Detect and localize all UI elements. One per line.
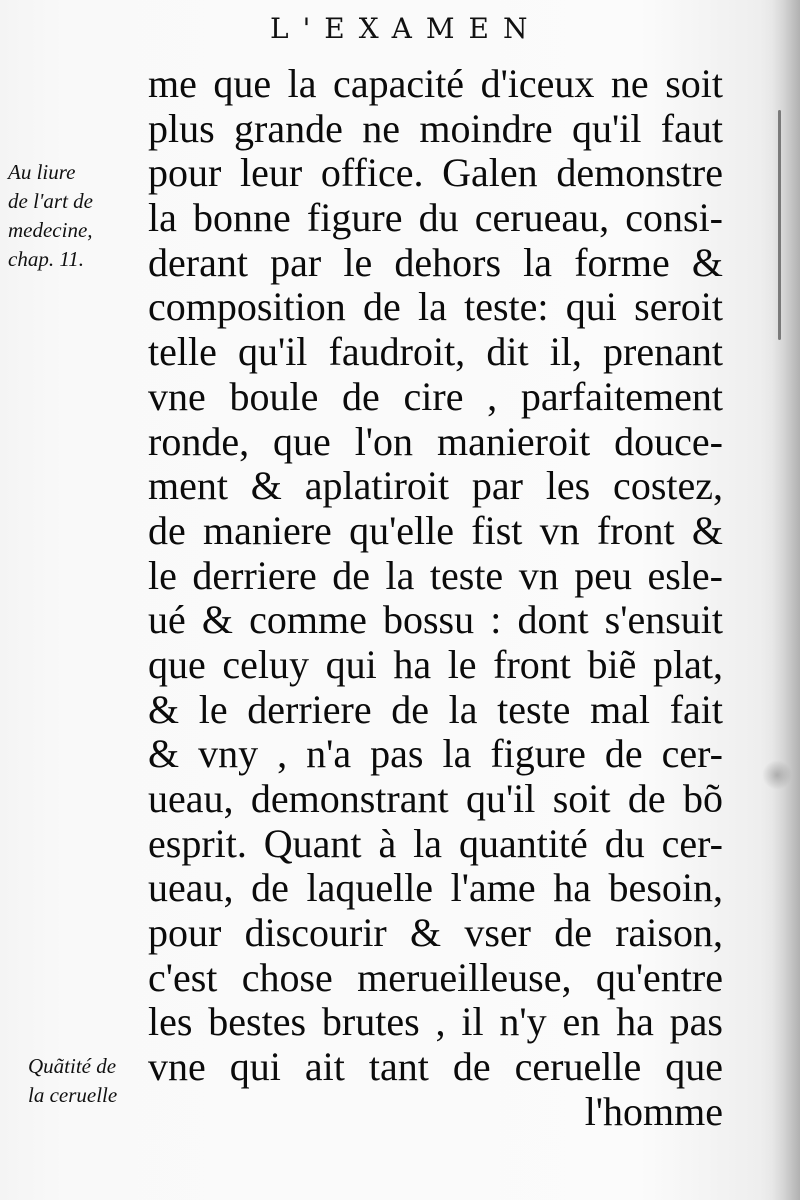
text-line: plus grande ne moindre qu'il faut [148,105,723,151]
text-line: esprit. Quant à la quantité du cer- [148,820,723,866]
catchword-line: l'homme [584,1088,723,1134]
text-line: ueau, de laquelle l'ame ha besoin, [148,865,723,911]
text-line: vne qui ait tant de ceruelle que [148,1044,723,1090]
text-line: pour discourir & vser de raison, [148,910,723,956]
text-line: ueau, demonstrant qu'il soit de bõ [148,776,723,821]
margin-note-topic [28,1052,170,1110]
text-line: le derriere de la teste vn peu esle- [148,552,723,598]
margin-note-line: la ceruelle [28,1083,118,1107]
body-text [148,62,723,1135]
text-line: & le derriere de la teste mal fait [148,686,723,732]
text-line: derant par le dehors la forme & [148,239,723,285]
text-line: & vny , n'a pas la figure de cer- [148,731,723,777]
page-edge-shadow [772,0,800,1200]
ink-smudge [762,760,792,790]
text-line: ué & comme bossu : dont s'ensuit [148,597,723,643]
margin-note-line: de l'art de [8,189,93,213]
text-line: ronde, que l'on manieroit douce- [148,418,723,464]
text-line: la bonne figure du cerueau, consi- [148,195,723,241]
text-line: c'est chose merueilleuse, qu'entre [148,954,723,1000]
text-line: de maniere qu'elle fist vn front & [148,507,723,553]
text-line: composition de la teste: qui seroit [148,284,723,330]
text-line: vne boule de cire , parfaitement [148,373,723,419]
text-line: me que la capacité d'iceux ne soit [148,61,723,106]
margin-note-line: medecine, [8,218,93,242]
text-line: telle qu'il faudroit, dit il, prenant [148,329,723,375]
text-line: les bestes brutes , il n'y en ha pas [148,999,723,1045]
text-line: pour leur office. Galen demonstre [148,150,723,196]
margin-note-line: Quãtité de [28,1054,117,1078]
margin-note-line: Au liure [8,160,76,184]
text-line: que celuy qui ha le front biẽ plat, [148,641,723,687]
binding-mark [778,110,781,340]
margin-note-reference [8,158,148,274]
text-line: ment & aplatiroit par les costez, [148,463,723,509]
running-head: L'EXAMEN [270,12,542,45]
margin-note-line: chap. 11. [8,247,85,271]
